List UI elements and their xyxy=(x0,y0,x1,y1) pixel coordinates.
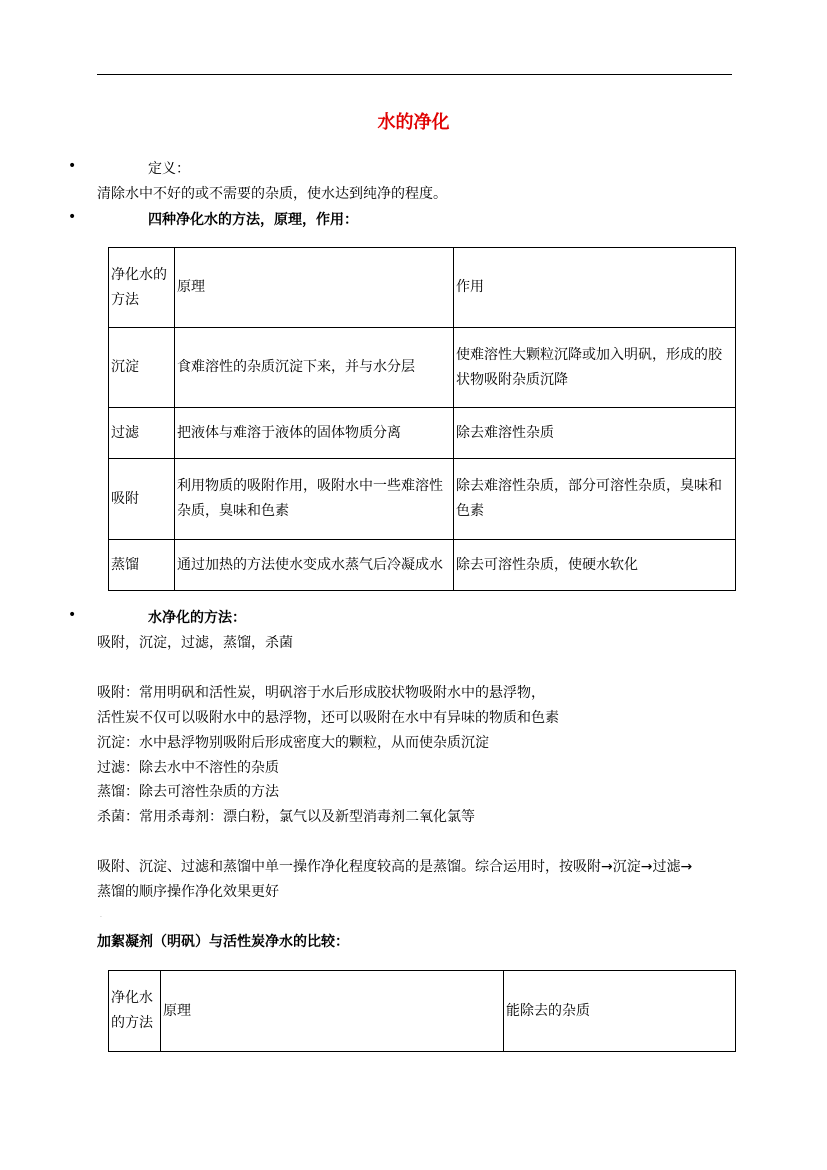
table-header-cell: 原理 xyxy=(175,248,454,328)
table-cell: 除去难溶性杂质 xyxy=(454,408,736,459)
table-cell: 使难溶性大颗粒沉降或加入明矾，形成的胶状物吸附杂质沉降 xyxy=(454,328,736,408)
table-header-cell: 净化水的方法 xyxy=(109,248,175,328)
bullet: • xyxy=(68,607,77,623)
table-cell: 除去难溶性杂质，部分可溶性杂质，臭味和色素 xyxy=(454,459,736,540)
table-header-cell: 作用 xyxy=(454,248,736,328)
table-cell: 除去可溶性杂质，使硬水软化 xyxy=(454,540,736,591)
paragraph-line: 过滤：除去水中不溶性的杂质 xyxy=(97,760,279,776)
comparison-table xyxy=(108,970,736,1052)
paragraph-line: 蒸馏：除去可溶性杂质的方法 xyxy=(97,784,279,800)
table-header-cell: 能除去的杂质 xyxy=(504,971,736,1052)
bullet: • xyxy=(68,209,77,225)
table-cell: 吸附 xyxy=(109,459,175,540)
table-row xyxy=(109,408,736,459)
paragraph-line: 吸附，沉淀，过滤，蒸馏，杀菌 xyxy=(97,635,293,651)
table-cell: 利用物质的吸附作用，吸附水中一些难溶性杂质，臭味和色素 xyxy=(175,459,454,540)
definition-heading: 定义： xyxy=(148,161,190,177)
table-row xyxy=(109,328,736,408)
table-row xyxy=(109,540,736,591)
table-row xyxy=(109,459,736,540)
methods-heading: 四种净化水的方法，原理，作用： xyxy=(148,212,358,228)
page-title: 水的净化 xyxy=(377,112,450,133)
header-rule xyxy=(97,74,732,75)
comparison-heading: 加絮凝剂（明矾）与活性炭净水的比较： xyxy=(97,934,349,950)
table-cell: 把液体与难溶于液体的固体物质分离 xyxy=(175,408,454,459)
table-cell: 蒸馏 xyxy=(109,540,175,591)
paragraph-line: 杀菌：常用杀毒剂：漂白粉，氯气以及新型消毒剂二氧化氯等 xyxy=(97,809,475,825)
table-cell: 食难溶性的杂质沉淀下来，并与水分层 xyxy=(175,328,454,408)
paragraph-line: 沉淀：水中悬浮物别吸附后形成密度大的颗粒，从而使杂质沉淀 xyxy=(97,735,489,751)
table-cell: 沉淀 xyxy=(109,328,175,408)
methods-table xyxy=(108,247,736,591)
paragraph-line: 吸附、沉淀、过滤和蒸馏中单一操作净化程度较高的是蒸馏。综合运用时，按吸附→沉淀→过滤→ xyxy=(97,859,693,875)
table-cell: 过滤 xyxy=(109,408,175,459)
definition-text: 清除水中不好的或不需要的杂质，使水达到纯净的程度。 xyxy=(97,186,447,202)
table-header-cell: 净化水的方法 xyxy=(109,971,161,1052)
bullet: • xyxy=(68,158,77,174)
paragraph-line: 蒸馏的顺序操作净化效果更好 xyxy=(97,884,279,900)
stray-mark: . xyxy=(100,912,102,919)
table-header-row xyxy=(109,971,736,1052)
table-header-cell: 原理 xyxy=(161,971,504,1052)
table-cell: 通过加热的方法使水变成水蒸气后冷凝成水 xyxy=(175,540,454,591)
paragraph-line: 活性炭不仅可以吸附水中的悬浮物，还可以吸附在水中有异味的物质和色素 xyxy=(97,710,559,726)
table-header-row xyxy=(109,248,736,328)
paragraph-line: 吸附：常用明矾和活性炭，明矾溶于水后形成胶状物吸附水中的悬浮物， xyxy=(97,685,545,701)
purification-heading: 水净化的方法： xyxy=(148,610,246,626)
